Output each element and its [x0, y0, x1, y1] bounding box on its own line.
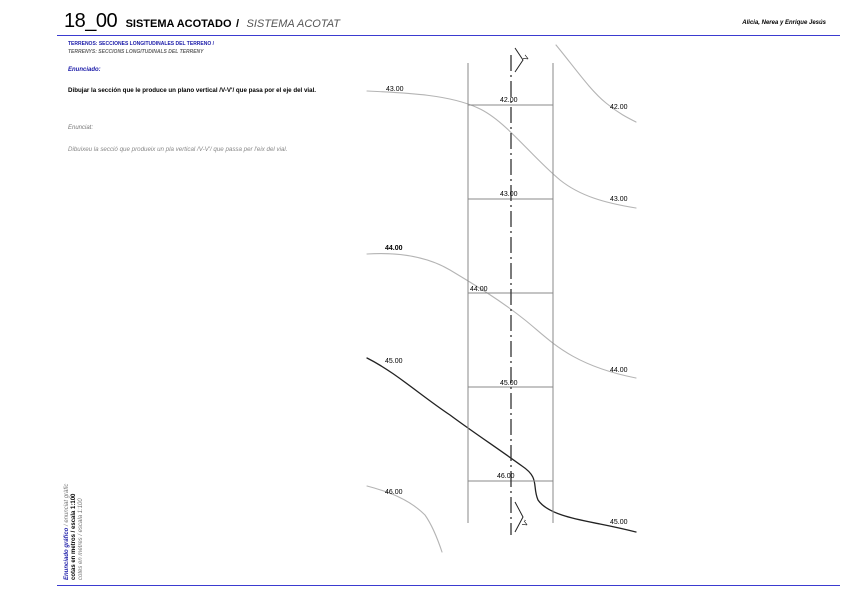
statement-text-catalan: Dibuixeu la secció que produeix un pla vertical /V-V'/ que passa per l'eix del vial.: [68, 146, 288, 153]
contour-label-45-left: 45.00: [385, 358, 403, 365]
graphic-statement-catalan: / enunciat gràfic: [64, 483, 70, 528]
contour-line-46: [367, 486, 442, 552]
contour-label-46-left: 46.00: [385, 489, 403, 496]
road-level-label-46: 46.00: [497, 473, 515, 480]
road-level-label-42: 42.00: [500, 97, 518, 104]
title-spanish: SISTEMA ACOTADO: [125, 18, 232, 30]
statement-label-catalan: Enunciat:: [68, 125, 94, 131]
contour-label-44-left: 44.00: [385, 245, 403, 252]
section-mark-v-top: [515, 48, 523, 72]
contour-label-43-left: 43.00: [386, 86, 404, 93]
title-catalan: SISTEMA ACOTAT: [246, 18, 340, 30]
statement-label-spanish: Enunciado:: [68, 67, 101, 73]
plane-label-v: V: [522, 54, 532, 62]
road-level-label-45: 45.00: [500, 380, 518, 387]
road-level-label-43: 43.00: [500, 191, 518, 198]
contour-label-44-right: 44.00: [610, 367, 628, 374]
authors: Alicia, Nerea y Enrique Jesús: [742, 20, 826, 26]
scale-spanish: cotas en metros / escala 1:100: [71, 493, 77, 580]
scale-catalan: cotes en metres / escala 1:100: [78, 498, 84, 580]
graphic-statement-label: Enunciado gráfico: [64, 527, 70, 580]
contour-line-44: [367, 254, 636, 378]
sheet-number: 18_00: [64, 10, 118, 32]
contour-label-45-right: 45.00: [610, 519, 628, 526]
plane-label-v-prime: V': [521, 519, 531, 528]
road-level-label-44: 44.00: [470, 286, 488, 293]
section-title-spanish: TERRENOS: SECCIONES LONGITUDINALES DEL TERRENO /: [68, 41, 215, 47]
section-title-catalan: TERRENYS: SECCIONS LONGITUDINALS DEL TERRENY: [68, 49, 204, 55]
title-separator: /: [235, 18, 240, 30]
section-mark-v-bottom: [515, 502, 523, 532]
contour-label-43-right: 43.00: [610, 196, 628, 203]
contour-label-42-right: 42.00: [610, 104, 628, 111]
statement-text-spanish: Dibujar la sección que le produce un plano vertical /V-V'/ que pasa por el eje del vial.: [68, 87, 317, 94]
